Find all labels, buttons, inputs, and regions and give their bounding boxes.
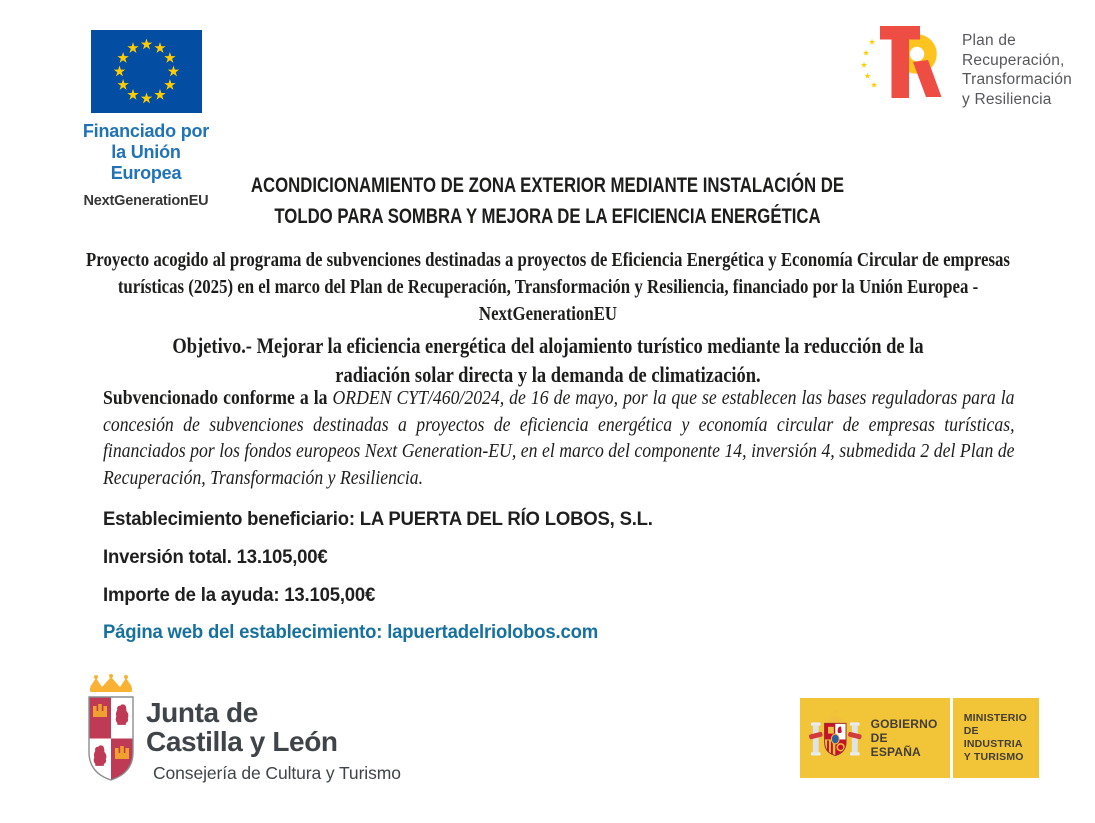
gobierno-label-line2: DE ESPAÑA xyxy=(870,731,921,759)
prtr-caption-line3: Transformación xyxy=(962,71,1072,88)
junta-logo-block xyxy=(86,672,401,784)
ministry-label-line3: Y TURISMO xyxy=(963,751,1024,763)
eu-funding-caption-line2: la Unión Europea xyxy=(110,142,182,183)
objective-paragraph: Objetivo.- Mejorar la eficiencia energética del alojamiento turístico mediante la reducción de la radiación solar directa y la demanda de climatización. xyxy=(171,333,924,387)
gobierno-label xyxy=(871,717,940,759)
gobierno-left-section xyxy=(800,698,940,778)
poster-title-line2: TOLDO PARA SOMBRA Y MEJORA DE LA EFICIENCIA ENERGÉTICA xyxy=(274,204,821,228)
aid-line: Importe de la ayuda: 13.105,00€ xyxy=(103,584,376,606)
website-link[interactable]: Página web del establecimiento: lapuertadelriolobos.com xyxy=(103,621,598,643)
ministry-label-line2: DE INDUSTRIA xyxy=(963,725,1023,750)
ministry-label xyxy=(953,698,1039,778)
spain-coat-of-arms-icon xyxy=(808,709,863,767)
junta-shield-icon xyxy=(86,672,136,784)
junta-department: Consejería de Cultura y Turismo xyxy=(153,763,401,783)
eu-funding-caption-line1: Financiado por xyxy=(82,121,210,141)
poster-title-line1: ACONDICIONAMIENTO DE ZONA EXTERIOR MEDIANTE INSTALACIÓN DE xyxy=(250,173,845,197)
prtr-block xyxy=(855,18,1072,109)
junta-name-line1: Junta de xyxy=(146,697,258,728)
legal-paragraph xyxy=(103,385,1015,491)
eu-flag-icon xyxy=(91,30,202,113)
junta-name-line2: Castilla y León xyxy=(146,726,338,757)
investment-line: Inversión total. 13.105,00€ xyxy=(103,546,328,568)
prtr-caption-line2: Recuperación, xyxy=(962,51,1065,69)
program-paragraph: Proyecto acogido al programa de subvenciones destinadas a proyectos de Eficiencia Energética y Economía Circular de empresas turísticas (2025) en el marco del Plan de Recuperación, Transformación y Resiliencia, financiado por la Unión Europea - NextGenerationEU xyxy=(85,249,1010,325)
legal-order-text: ORDEN CYT/460/2024, de 16 de mayo, por la que se establecen las bases reguladoras para la concesión de subvenciones destinadas a proyectos de eficiencia energética y economía circular de empresas turísticas, financiados por los fondos europeos Next Generation-EU, en el marco del componente 14, inversión 4, submedida 2 del Plan de Recuperación, Transformación y Resiliencia. xyxy=(103,387,1015,489)
beneficiary-line: Establecimiento beneficiario: LA PUERTA DEL RÍO LOBOS, S.L. xyxy=(103,508,653,530)
prtr-caption-line4: y Resiliencia xyxy=(962,90,1052,108)
poster-title xyxy=(0,170,1095,232)
eu-funding-subcaption: NextGenerationEU xyxy=(83,193,209,209)
gobierno-banner xyxy=(800,698,1039,778)
gobierno-label-line1: GOBIERNO xyxy=(870,717,938,731)
legal-lead: Subvencionado conforme a la xyxy=(103,387,333,409)
junta-text-block xyxy=(146,672,401,784)
junta-name xyxy=(146,698,401,756)
prtr-logo-icon xyxy=(855,18,950,103)
ministry-label-line1: MINISTERIO xyxy=(963,712,1027,724)
prtr-caption-line1: Plan de xyxy=(962,32,1016,49)
prtr-caption xyxy=(962,18,1072,109)
